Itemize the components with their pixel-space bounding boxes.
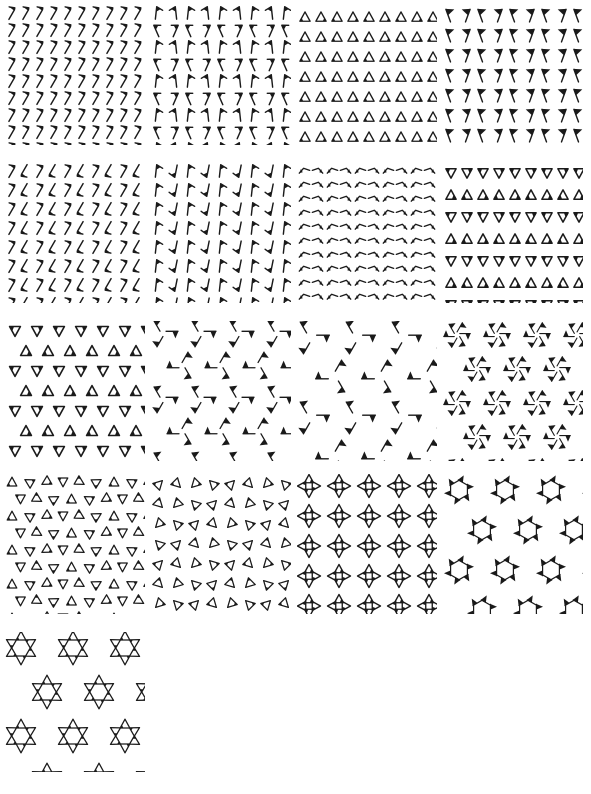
pattern-tile-14 — [151, 474, 291, 614]
pattern-flag-triad-sparse — [297, 321, 437, 461]
pattern-triangle-triad — [5, 321, 145, 461]
pattern-triangle-quad — [151, 474, 291, 614]
pattern-chevron-flag — [297, 163, 437, 303]
pattern-flag-glyph — [443, 5, 583, 145]
pattern-tile-15 — [297, 474, 437, 614]
pattern-tile-2 — [151, 5, 291, 145]
pattern-seven-glyph-pair — [5, 163, 145, 303]
pattern-triangle-scatter — [5, 474, 145, 614]
pattern-tile-7 — [297, 163, 437, 303]
pattern-tile-17 — [5, 632, 145, 772]
pattern-tile-6 — [151, 163, 291, 303]
pattern-tile-11 — [297, 321, 437, 461]
pattern-tile-12 — [443, 321, 583, 461]
pattern-tile-1 — [5, 5, 145, 145]
pattern-flag-triad — [151, 321, 291, 461]
pattern-flag-hexad — [443, 321, 583, 461]
pattern-tile-8 — [443, 163, 583, 303]
pattern-triangle-cross — [297, 474, 437, 614]
pattern-tile-16 — [443, 474, 583, 614]
pattern-bent-flag-glyph-pair — [151, 163, 291, 303]
pattern-tile-9 — [5, 321, 145, 461]
pattern-bent-flag-glyph — [151, 5, 291, 145]
pattern-triangle-hexagon — [5, 632, 145, 772]
pattern-triangle-pair — [297, 5, 437, 145]
pattern-flag-rosette — [443, 474, 583, 614]
pattern-tile-10 — [151, 321, 291, 461]
pattern-seven-glyph — [5, 5, 145, 145]
pattern-tile-5 — [5, 163, 145, 303]
pattern-tile-4 — [443, 5, 583, 145]
pattern-triangle-pair-mirrored — [443, 163, 583, 303]
pattern-tile-3 — [297, 5, 437, 145]
pattern-tile-13 — [5, 474, 145, 614]
